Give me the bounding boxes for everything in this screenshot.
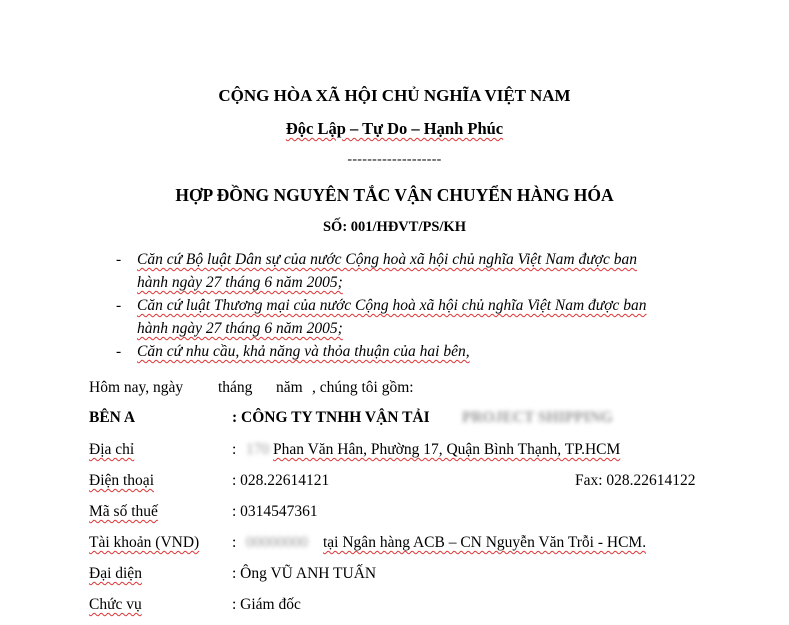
redacted-account-number: 00000000: [246, 534, 308, 551]
contract-title: HỢP ĐỒNG NGUYÊN TẮC VẬN CHUYỂN HÀNG HÓA: [175, 185, 614, 205]
intro-today: Hôm nay, ngày: [89, 379, 184, 396]
tax-label: Mã số thuế: [89, 503, 158, 520]
representative-value: : Ông VŨ ANH TUẤN: [232, 565, 377, 582]
basis-text: hành ngày 27 tháng 6 năm 2005;: [137, 274, 343, 291]
bullet-dash: -: [116, 343, 122, 360]
basis-text: Căn cứ Bộ luật Dân sự của nước Cộng hoà xã hội chủ nghĩa Việt Nam được ban: [137, 251, 637, 268]
redacted-house-number: 170: [246, 441, 270, 458]
account-label: Tài khoản (VND): [89, 534, 200, 551]
account-bank: tại Ngân hàng ACB – CN Nguyễn Văn Trỗi - HCM.: [323, 534, 647, 551]
intro-month: tháng: [218, 379, 253, 396]
basis-text: Căn cứ luật Thương mại của nước Cộng hoà xã hội chủ nghĩa Việt Nam được ban: [137, 297, 647, 314]
redacted-company-name: PROJECT SHIPPING: [462, 409, 613, 426]
colon: :: [232, 441, 237, 458]
basis-text: Căn cứ nhu cầu, khả năng và thỏa thuận của hai bên,: [137, 343, 470, 360]
bullet-dash: -: [116, 297, 122, 314]
basis-text: hành ngày 27 tháng 6 năm 2005;: [137, 320, 343, 337]
representative-label: Đại diện: [89, 565, 142, 582]
position-value: : Giám đốc: [232, 596, 301, 613]
party-a-label: BÊN A: [89, 409, 136, 426]
address-value: Phan Văn Hân, Phường 17, Quận Bình Thạnh, TP.HCM: [273, 441, 621, 458]
motto-text: Độc Lập – Tự Do – Hạnh Phúc: [285, 119, 504, 138]
colon: :: [232, 534, 237, 551]
phone-label: Điện thoại: [89, 472, 154, 489]
tax-value: : 0314547361: [232, 503, 318, 520]
country-heading: CỘNG HÒA XÃ HỘI CHỦ NGHĨA VIỆT NAM: [218, 86, 571, 105]
phone-value: : 028.22614121: [232, 472, 330, 489]
bullet-dash: -: [116, 251, 122, 268]
motto: [0, 119, 789, 139]
heading-divider: -------------------: [347, 152, 442, 167]
fax-value: Fax: 028.22614122: [575, 472, 696, 489]
address-label: Địa chỉ: [89, 441, 135, 458]
intro-rest: , chúng tôi gồm:: [312, 379, 414, 396]
intro-year: năm: [276, 379, 303, 396]
contract-number: SỐ: 001/HĐVT/PS/KH: [322, 219, 466, 235]
party-a-name: : CÔNG TY TNHH VẬN TẢI: [232, 409, 430, 426]
position-label: Chức vụ: [89, 596, 142, 613]
